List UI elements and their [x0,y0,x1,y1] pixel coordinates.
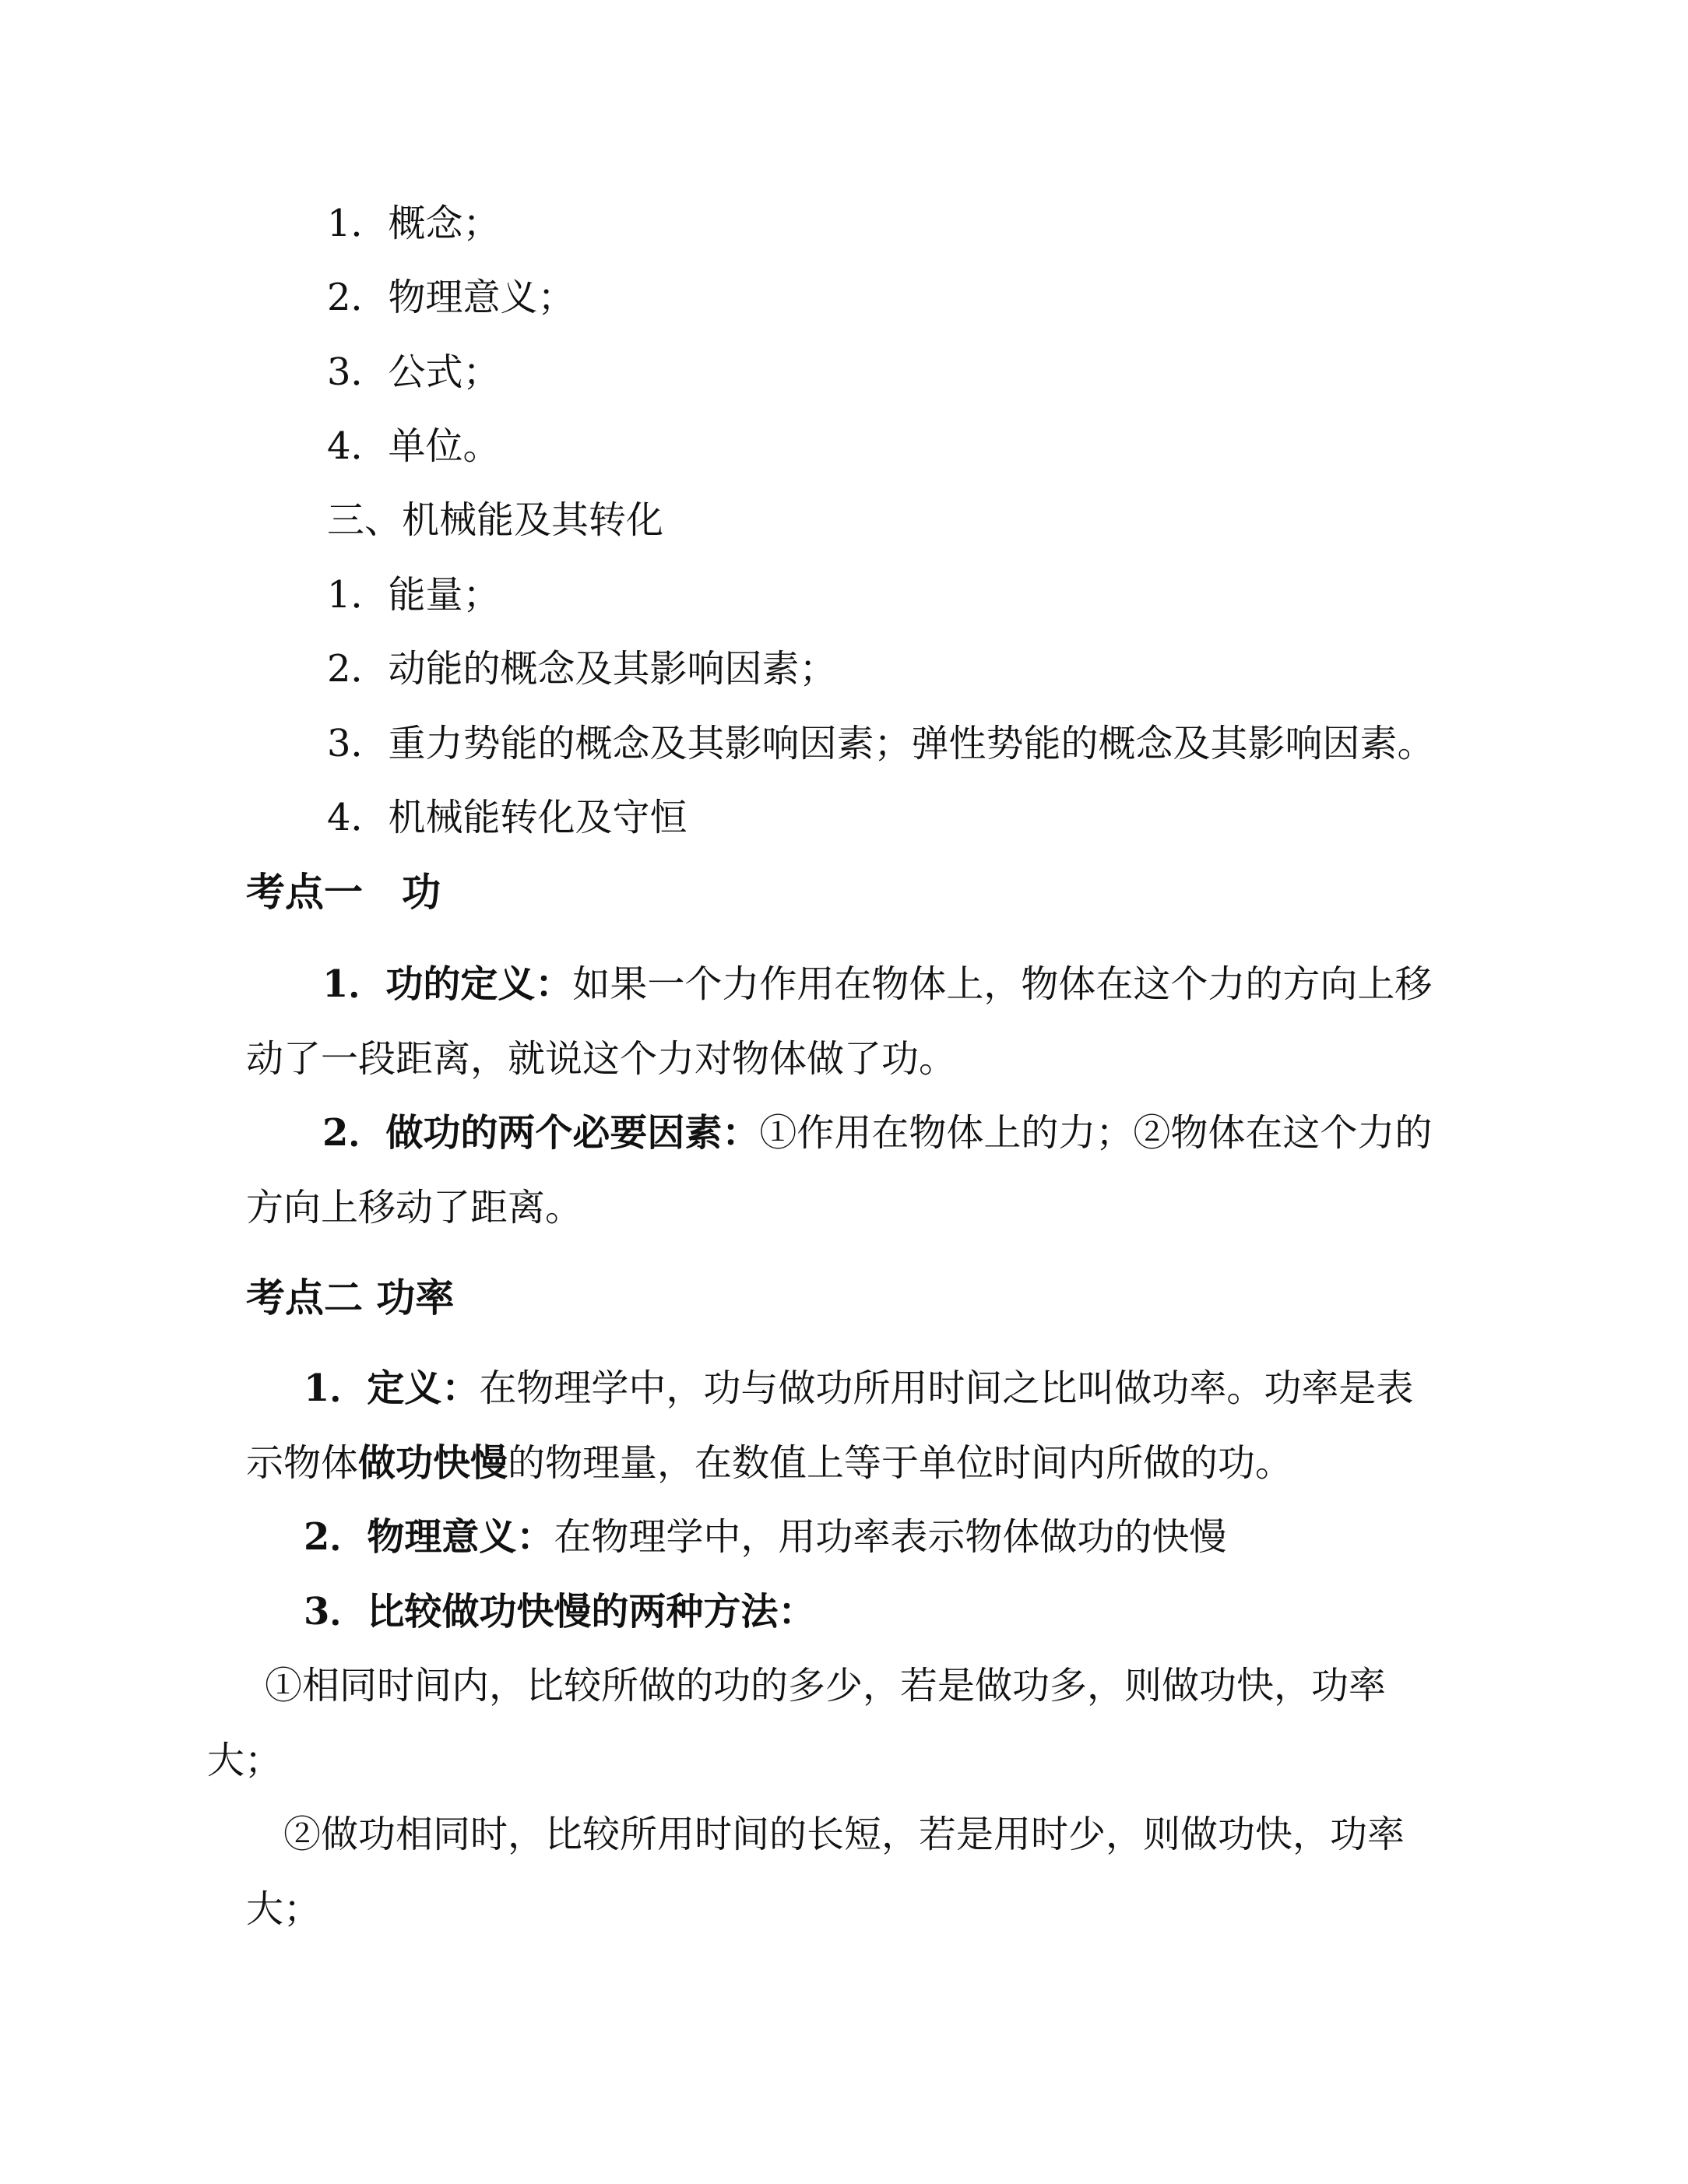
kaodian1-p2-num: 2 [322,1111,349,1155]
outline-item-4: 4．单位。 [327,424,501,468]
kaodian2-p2-label: ．物理意义： [329,1515,554,1559]
kaodian2-p1-num: 1 [304,1366,330,1410]
kaodian2-p1-line1 [304,1363,1413,1413]
outline-item-kinetic: 2．动能的概念及其影响因素； [327,647,837,691]
kaodian1-p2-text1: ①作用在物体上的力；②物体在这个力的 [759,1111,1433,1155]
kaodian2-p2-line [304,1512,1226,1562]
kaodian2-p1-label: ．定义： [329,1366,480,1410]
method2-line2: 大； [246,1887,322,1931]
outline-item-conservation: 4．机械能转化及守恒 [327,796,688,839]
outline-item-3: 3．公式； [327,350,501,394]
kaodian2-p1-text2-pre: 示物体 [246,1441,359,1485]
kaodian1-p1-label: ．功的定义： [348,962,573,1006]
kaodian2-p3-label: ．比较做功快慢的两种方法： [329,1590,816,1634]
kaodian2-p1-text2-bold: 做功快慢 [358,1441,508,1485]
kaodian2-p3-num: 3 [304,1590,330,1634]
kaodian2-p2-text: 在物理学中，用功率表示物体做功的快慢 [554,1515,1227,1559]
kaodian1-p1-line2: 动了一段距离，就说这个力对物体做了功。 [246,1037,957,1081]
kaodian1-p2-label: ．做功的两个必要因素： [348,1111,760,1155]
outline-item-potential: 3．重力势能的概念及其影响因素；弹性势能的概念及其影响因素。 [327,722,1435,765]
kaodian2-p2-num: 2 [304,1515,330,1559]
kaodian2-p1-text1: 在物理学中，功与做功所用时间之比叫做功率。功率是表 [479,1366,1414,1410]
section-three-heading: 三、机械能及其转化 [327,498,664,542]
method1-line2: 大； [207,1739,283,1782]
outline-item-1: 1．概念； [327,202,501,245]
kaodian1-p2-line2: 方向上移动了距离。 [246,1186,583,1229]
outline-item-2: 2．物理意义； [327,276,575,319]
kaodian1-p2-line1 [322,1108,1432,1158]
kaodian1-p1-line1 [322,959,1432,1009]
kaodian2-title: 考点二 功率 [246,1275,455,1321]
kaodian1-p1-num: 1 [322,962,349,1006]
method2-line1: ②做功相同时，比较所用时间的长短，若是用时少，则做功快，功率 [283,1813,1405,1856]
kaodian2-p1-line2 [246,1438,1292,1488]
kaodian1-title: 考点一 功 [246,870,441,915]
kaodian2-p3-line [304,1587,815,1637]
outline-item-energy: 1．能量； [327,573,501,617]
method1-line1: ①相同时间内，比较所做的功的多少，若是做功多，则做功快，功率 [265,1664,1387,1707]
kaodian2-p1-text2-post: 的物理量，在数值上等于单位时间内所做的功。 [508,1441,1293,1485]
kaodian1-p1-text1: 如果一个力作用在物体上，物体在这个力的方向上移 [572,962,1433,1006]
